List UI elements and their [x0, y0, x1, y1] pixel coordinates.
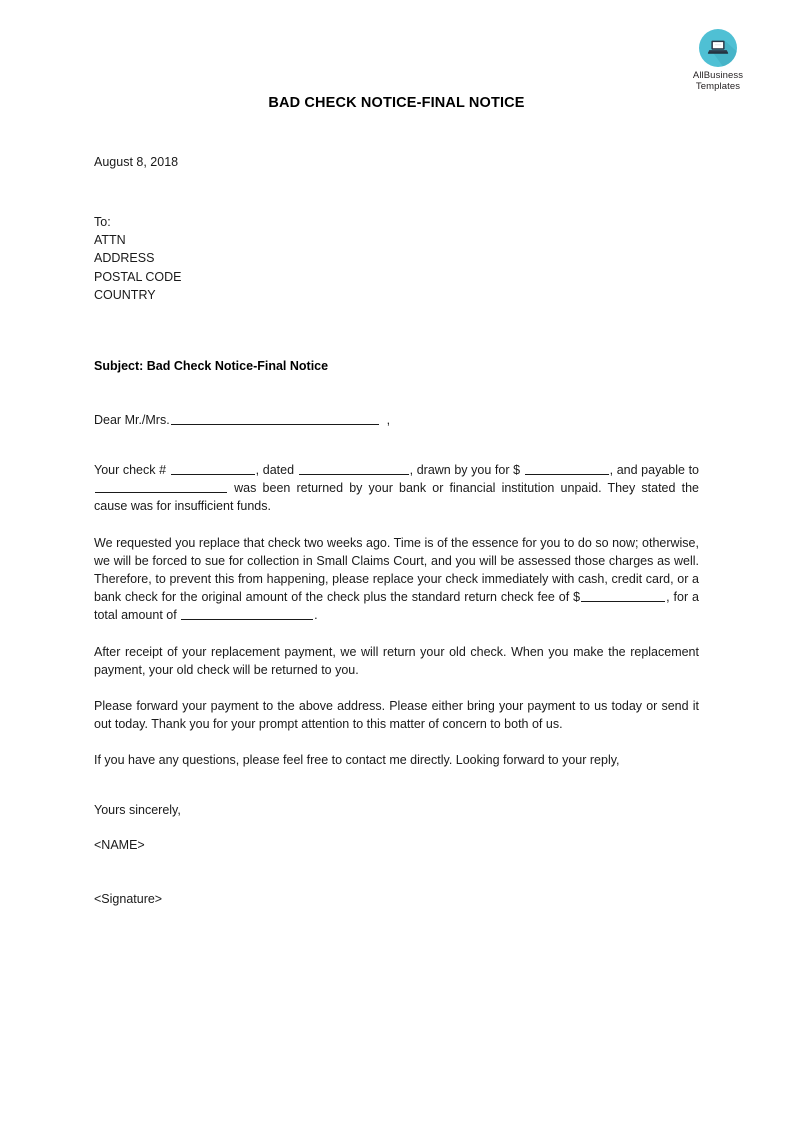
p1-seg-2: , dated: [255, 463, 298, 477]
check-number-blank[interactable]: [171, 462, 255, 475]
recipient-country: COUNTRY: [94, 287, 156, 302]
paragraph-5: If you have any questions, please feel free to contact me directly. Looking forward to your reply,: [94, 753, 620, 768]
salutation-line: [94, 411, 390, 429]
brand-logo: [678, 28, 758, 92]
brand-caption-line-2: Templates: [695, 81, 741, 92]
paragraph-3: After receipt of your replacement payment, we will return your old check. When you make the replacement payment, your old check will be returned to you.: [94, 644, 699, 677]
paragraph-2: [94, 534, 699, 625]
p1-seg-3: , drawn by you for $: [409, 463, 524, 477]
return-fee-blank[interactable]: [581, 589, 665, 602]
p1-seg-5: was been returned by your bank or financial institution unpaid. They stated the cause was for insufficient funds.: [94, 481, 699, 514]
total-amount-blank[interactable]: [181, 607, 313, 620]
p2-seg-3: .: [314, 608, 318, 623]
closing-sincerely: Yours sincerely,: [94, 803, 181, 817]
p1-seg-1: Your check #: [94, 463, 170, 477]
letter-paragraphs: [94, 461, 699, 788]
p2-seg-2: , for a total amount of: [94, 590, 699, 623]
laptop-icon: [698, 28, 738, 68]
recipient-address-block: [94, 213, 182, 304]
p2-seg-1: We requested you replace that check two weeks ago. Time is of the essence for you to do so now; otherwise, we will be forced to sue for collection in Small Claims Court, and you will be assessed those charges as well. Therefore, to prevent this from happening, please replace your check immediately with cash, credit card, or a bank check for the original amount of the check plus the standard return check fee of $: [94, 535, 699, 605]
salutation-suffix: ,: [386, 413, 391, 427]
brand-caption: [678, 70, 758, 92]
salutation-name-blank[interactable]: [171, 412, 379, 425]
paragraph-4: Please forward your payment to the above address. Please either bring your payment to us today or send it out today. Thank you for your prompt attention to this matter of concern to both of us.: [94, 699, 699, 732]
salutation-prefix: Dear Mr./Mrs.: [94, 413, 170, 427]
p1-seg-4: , and payable to: [609, 463, 699, 477]
recipient-to-label: To:: [94, 215, 111, 229]
page-title: BAD CHECK NOTICE-FINAL NOTICE: [268, 95, 525, 111]
closing-signature-placeholder[interactable]: <Signature>: [94, 892, 163, 906]
letter-date: August 8, 2018: [94, 155, 179, 169]
payable-to-blank[interactable]: [95, 480, 227, 493]
closing-name-placeholder[interactable]: <NAME>: [94, 838, 145, 852]
paragraph-1: [94, 461, 699, 516]
recipient-attn: ATTN: [94, 233, 126, 248]
recipient-postal-code: POSTAL CODE: [94, 269, 182, 284]
brand-caption-line-1: AllBusiness: [692, 70, 744, 81]
recipient-address: ADDRESS: [94, 251, 155, 266]
check-date-blank[interactable]: [299, 462, 409, 475]
check-amount-blank[interactable]: [525, 462, 609, 475]
subject-line: Subject: Bad Check Notice-Final Notice: [94, 359, 329, 373]
